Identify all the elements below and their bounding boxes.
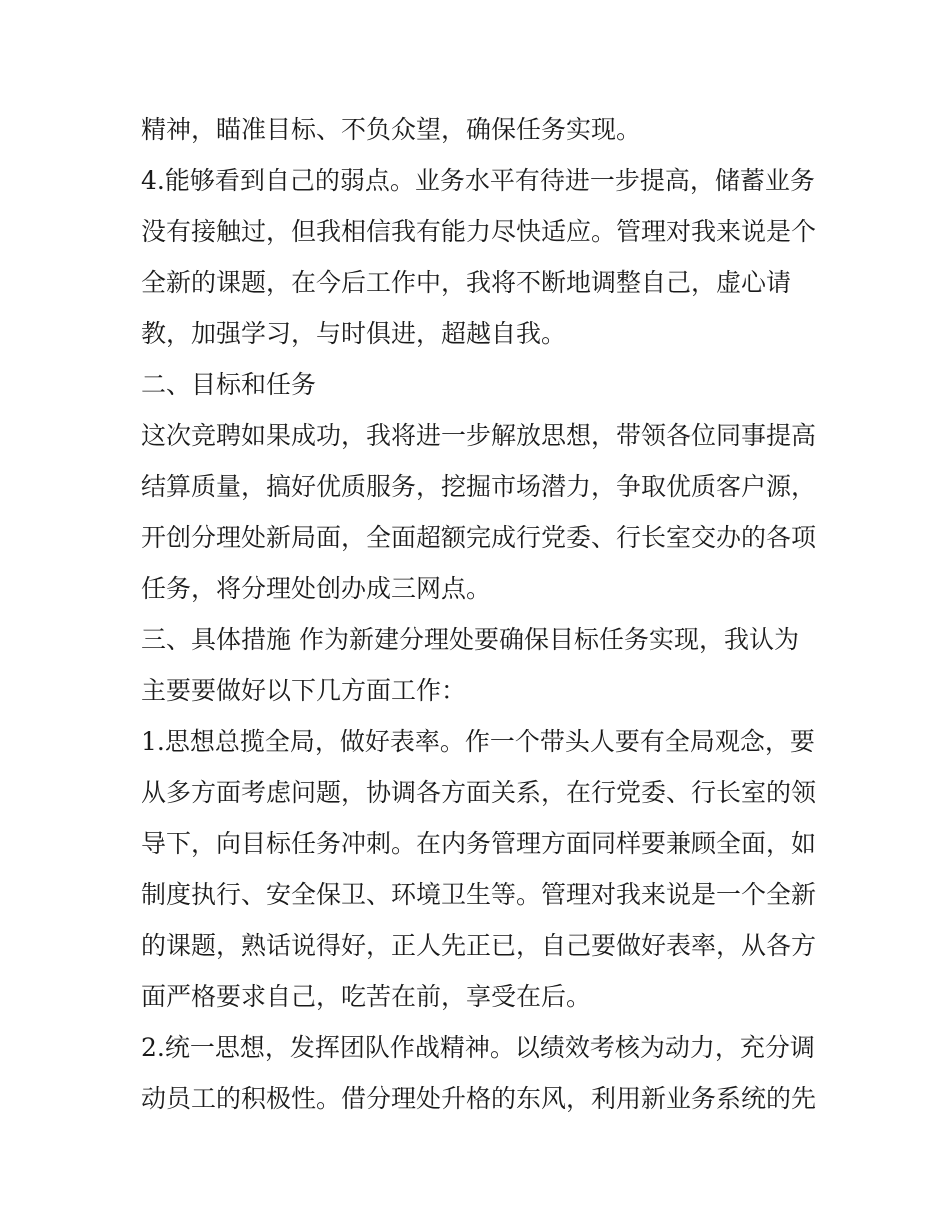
text-line: 1.思想总揽全局，做好表率。作一个带头人要有全局观念，要 <box>141 727 815 756</box>
text-line: 全新的课题，在今后工作中，我将不断地调整自己，虚心请 <box>141 268 792 297</box>
body-text <box>141 104 821 1124</box>
section-heading: 三、具体措施 作为新建分理处要确保目标任务实现，我认为 <box>141 625 799 654</box>
text-line: 导下，向目标任务冲刺。在内务管理方面同样要兼顾全面，如 <box>141 829 817 858</box>
text-line: 教，加强学习，与时俱进，超越自我。 <box>141 319 567 348</box>
text-line: 结算质量，搞好优质服务，挖掘市场潜力，争取优质客户源， <box>141 472 817 501</box>
text-line: 制度执行、安全保卫、环境卫生等。管理对我来说是一个全新 <box>141 880 817 909</box>
text-line: 精神，瞄准目标、不负众望，确保任务实现。 <box>141 115 642 144</box>
text-line: 开创分理处新局面，全面超额完成行党委、行长室交办的各项 <box>141 523 817 552</box>
text-line: 的课题，熟话说得好，正人先正已，自己要做好表率，从各方 <box>141 931 817 960</box>
text-line: 这次竞聘如果成功，我将进一步解放思想，带领各位同事提高 <box>141 421 817 450</box>
section-heading: 二、目标和任务 <box>141 370 317 399</box>
text-line: 任务，将分理处创办成三网点。 <box>141 574 492 603</box>
text-line: 面严格要求自己，吃苦在前，享受在后。 <box>141 982 592 1011</box>
text-line: 主要要做好以下几方面工作： <box>141 676 467 705</box>
text-line: 动员工的积极性。借分理处升格的东风，利用新业务系统的先 <box>141 1084 817 1113</box>
text-line: 从多方面考虑问题，协调各方面关系，在行党委、行长室的领 <box>141 778 817 807</box>
text-line: 2.统一思想，发挥团队作战精神。以绩效考核为动力，充分调 <box>141 1033 815 1062</box>
text-line: 4.能够看到自己的弱点。业务水平有待进一步提高，储蓄业务 <box>141 166 815 195</box>
text-line: 没有接触过，但我相信我有能力尽快适应。管理对我来说是个 <box>141 217 817 246</box>
